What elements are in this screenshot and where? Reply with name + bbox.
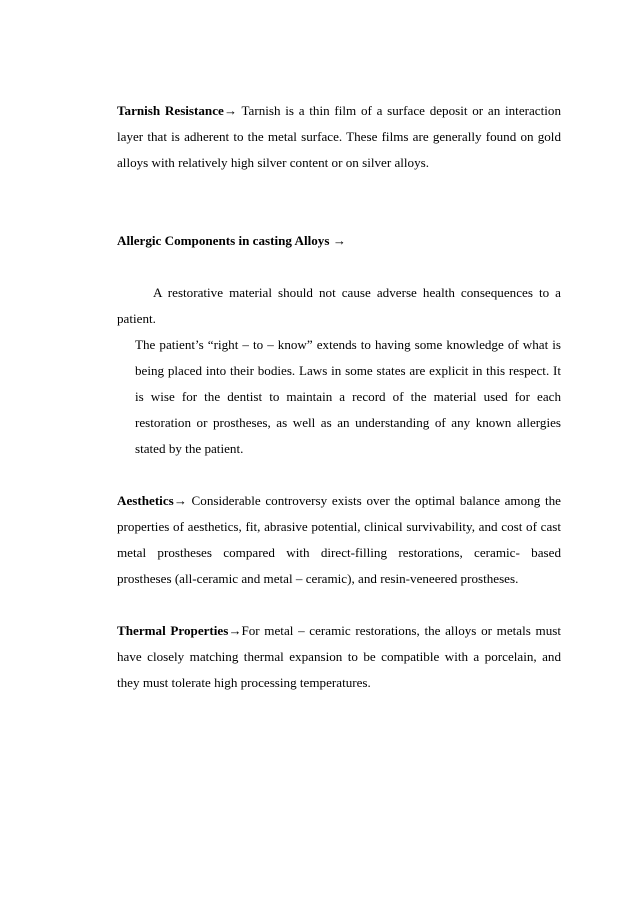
aesthetics-paragraph [117,488,561,592]
spacer [117,176,561,228]
thermal-text: For metal – ceramic restorations, the alloys or metals must have closely matching thermal expansion to be compatible with a porcelain, and they must tolerate high processing temperatures. [117,623,561,690]
tarnish-text: Tarnish is a thin film of a surface deposit or an interaction layer that is adherent to the metal surface. These films are generally found on gold alloys with relatively high silver content or on silver alloys. [117,103,561,170]
allergic-paragraph-2: The patient’s “right – to – know” extends to having some knowledge of what is being placed into their bodies. Laws in some states are explicit in this respect. It is wise for the dentist to maintain a record of the material used for each restoration or prostheses, as well as an understanding of any known allergies stated by the patient. [135,337,561,456]
allergic-heading: Allergic Components in casting Alloys → [117,233,346,248]
spacer [117,592,561,618]
tarnish-paragraph [117,98,561,176]
thermal-heading: Thermal Properties→ [117,623,242,638]
aesthetics-heading: Aesthetics→ [117,493,187,508]
tarnish-heading: Tarnish Resistance→ [117,103,237,118]
allergic-paragraph-1: A restorative material should not cause adverse health consequences to a patient. [117,285,561,326]
spacer [117,254,561,280]
aesthetics-text: Considerable controversy exists over the optimal balance among the properties of aesthetics, fit, abrasive potential, clinical survivability, and cost of cast metal prostheses compared with direct-filling restorations, ceramic- based prostheses (all-ceramic and metal – ceramic), and resin-veneered prostheses. [117,493,561,586]
spacer [117,462,561,488]
thermal-paragraph [117,618,561,696]
document-page [117,98,561,696]
